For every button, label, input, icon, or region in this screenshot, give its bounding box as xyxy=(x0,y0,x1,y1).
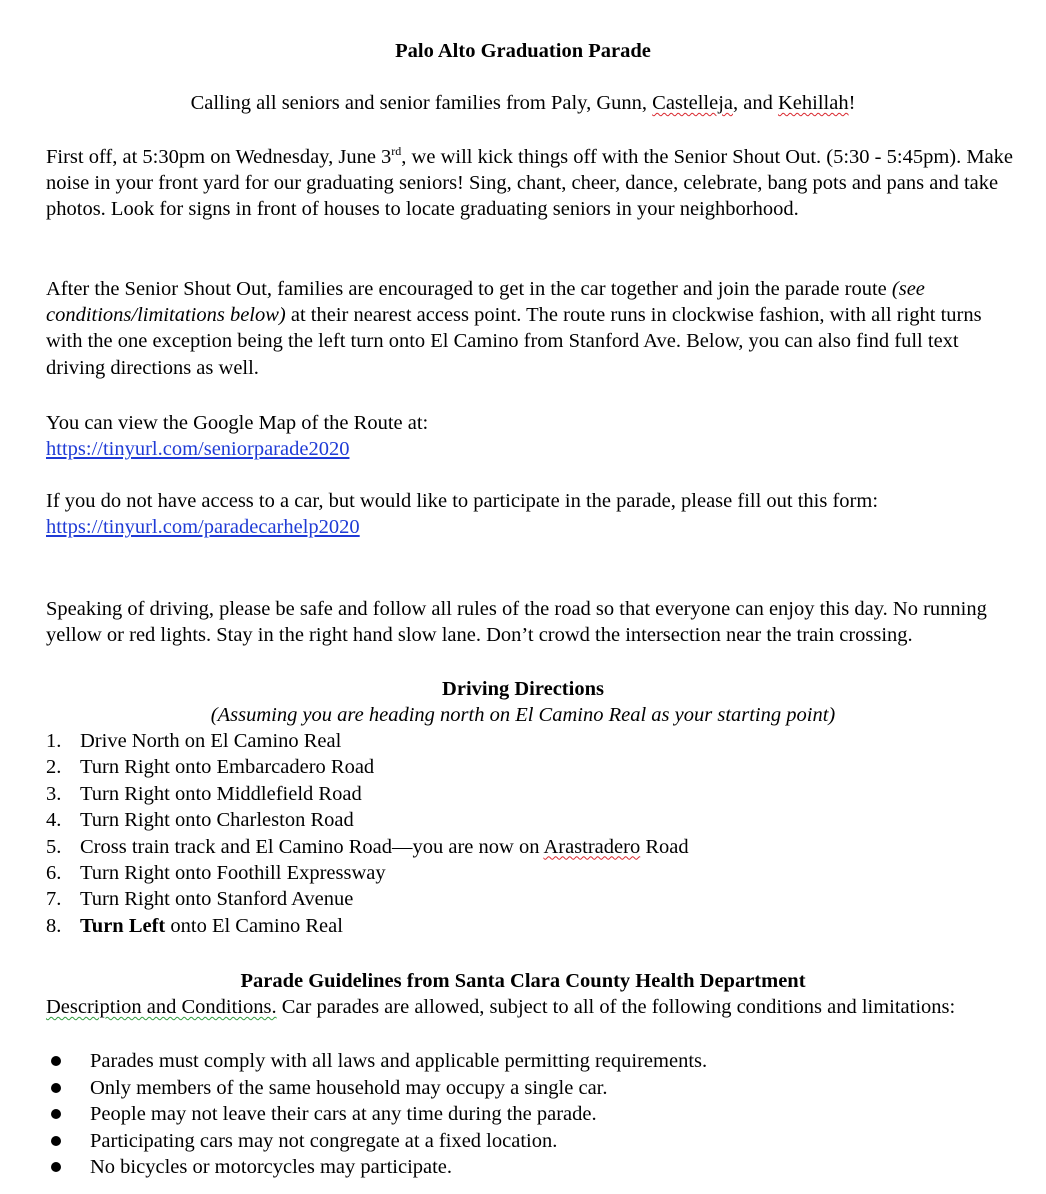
map-paragraph xyxy=(46,410,1021,462)
para1-a: First off, at 5:30pm on Wednesday, June 3 xyxy=(46,146,392,168)
step-text: Turn Right onto Charleston Road xyxy=(80,809,354,832)
calling-mid: , and xyxy=(733,92,778,114)
guidelines-heading: Parade Guidelines from Santa Clara County Health Department xyxy=(240,970,806,992)
step-text-post: onto El Camino Real xyxy=(165,914,343,937)
step-number: 3. xyxy=(46,782,62,805)
list-item xyxy=(46,860,1021,886)
bullet-icon xyxy=(51,1083,61,1093)
list-item xyxy=(46,886,1021,912)
para1-sup: rd xyxy=(391,144,402,158)
guideline-text: Only members of the same household may occupy a single car. xyxy=(90,1076,608,1099)
list-item xyxy=(46,781,1021,807)
bullet-icon xyxy=(51,1109,61,1119)
step-text-bold: Turn Left xyxy=(80,914,166,937)
step-number: 2. xyxy=(46,756,62,779)
step-number: 7. xyxy=(46,888,62,911)
parade-route-paragraph xyxy=(46,276,1021,381)
step-text: Turn Right onto Middlefield Road xyxy=(80,782,362,805)
guideline-text: Parades must comply with all laws and applicable permitting requirements. xyxy=(90,1050,708,1072)
driving-directions-subheading: (Assuming you are heading north on El Camino Real as your starting point) xyxy=(210,704,836,726)
kehillah-word: Kehillah xyxy=(777,92,849,114)
step-text: Turn Right onto Stanford Avenue xyxy=(80,888,354,911)
list-item xyxy=(46,1154,1021,1181)
guidelines-list xyxy=(46,1048,1021,1181)
car-help-link[interactable]: https://tinyurl.com/paradecarhelp2020 xyxy=(46,516,360,539)
step-number: 8. xyxy=(46,914,62,937)
step-text: Turn Right onto Embarcadero Road xyxy=(80,756,375,779)
driving-directions-heading: Driving Directions xyxy=(442,678,604,700)
bullet-icon xyxy=(51,1056,61,1066)
guidelines-list-wrapper xyxy=(46,1048,1021,1181)
list-item xyxy=(46,807,1021,833)
guideline-text: People may not leave their cars at any time during the parade. xyxy=(90,1103,597,1126)
arastradero-word: Arastradero xyxy=(543,835,641,858)
step-number: 6. xyxy=(46,861,62,884)
car-help-paragraph xyxy=(46,488,1021,540)
list-item xyxy=(46,1048,1021,1075)
para2-italic: (see conditions/limitations below) xyxy=(46,278,925,327)
step-number: 4. xyxy=(46,809,62,832)
para1-b: , we will kick things off with the Senior Shout Out. (5:30 - 5:45pm). Make noise in your front yard for our graduating seniors! Sing, chant, cheer, dance, celebrate, bang pots and pans and take photos. Look for signs in front of houses to locate graduating seniors in your neighborhood. xyxy=(46,146,1014,221)
guideline-text: No bicycles or motorcycles may participate. xyxy=(90,1156,453,1179)
document-title: Palo Alto Graduation Parade xyxy=(395,40,651,62)
senior-shout-out-paragraph xyxy=(46,144,1021,223)
step-text-post: Road xyxy=(640,835,689,858)
para2-a: After the Senior Shout Out, families are encouraged to get in the car together and join the parade route xyxy=(46,278,892,300)
bullet-icon xyxy=(51,1136,61,1146)
guidelines-intro-text: Car parades are allowed, subject to all of the following conditions and limitations: xyxy=(276,996,956,1018)
list-item xyxy=(46,1128,1021,1155)
calling-prefix: Calling all seniors and senior families from Paly, Gunn, xyxy=(190,92,653,114)
guidelines-intro xyxy=(46,994,1021,1020)
list-item xyxy=(46,1075,1021,1102)
step-number: 1. xyxy=(46,730,62,752)
castelleja-word: Castelleja xyxy=(652,92,733,114)
route-map-link[interactable]: https://tinyurl.com/seniorparade2020 xyxy=(46,438,350,461)
list-item xyxy=(46,834,1021,860)
step-text: Turn Right onto Foothill Expressway xyxy=(80,861,386,884)
para2-b: at their nearest access point. The route runs in clockwise fashion, with all right turns with the one exception being the left turn onto El Camino from Stanford Ave. Below, you can also find full text driving directions as well. xyxy=(46,304,982,379)
calling-line xyxy=(0,90,1046,116)
map-text: You can view the Google Map of the Route at: xyxy=(46,412,429,434)
safety-paragraph: Speaking of driving, please be safe and follow all rules of the road so that everyone can enjoy this day. No running yellow or red lights. Stay in the right hand slow lane. Don’t crowd the intersection near the train crossing. xyxy=(46,598,987,647)
list-item xyxy=(46,913,1021,939)
list-item xyxy=(46,1101,1021,1128)
step-text-pre: Cross train track and El Camino Road—you are now on xyxy=(80,835,544,858)
calling-suffix: ! xyxy=(848,92,856,114)
step-number: 5. xyxy=(46,835,62,858)
bullet-icon xyxy=(51,1162,61,1172)
driving-directions-list-wrapper xyxy=(46,728,1021,939)
list-item xyxy=(46,754,1021,780)
car-help-text: If you do not have access to a car, but would like to participate in the parade, please fill out this form: xyxy=(46,490,879,512)
guideline-text: Participating cars may not congregate at a fixed location. xyxy=(90,1129,558,1152)
list-item xyxy=(46,728,1021,754)
step-text: Drive North on El Camino Real xyxy=(80,730,342,752)
guidelines-intro-label: Description and Conditions. xyxy=(46,996,277,1018)
driving-directions-list xyxy=(46,728,1021,939)
